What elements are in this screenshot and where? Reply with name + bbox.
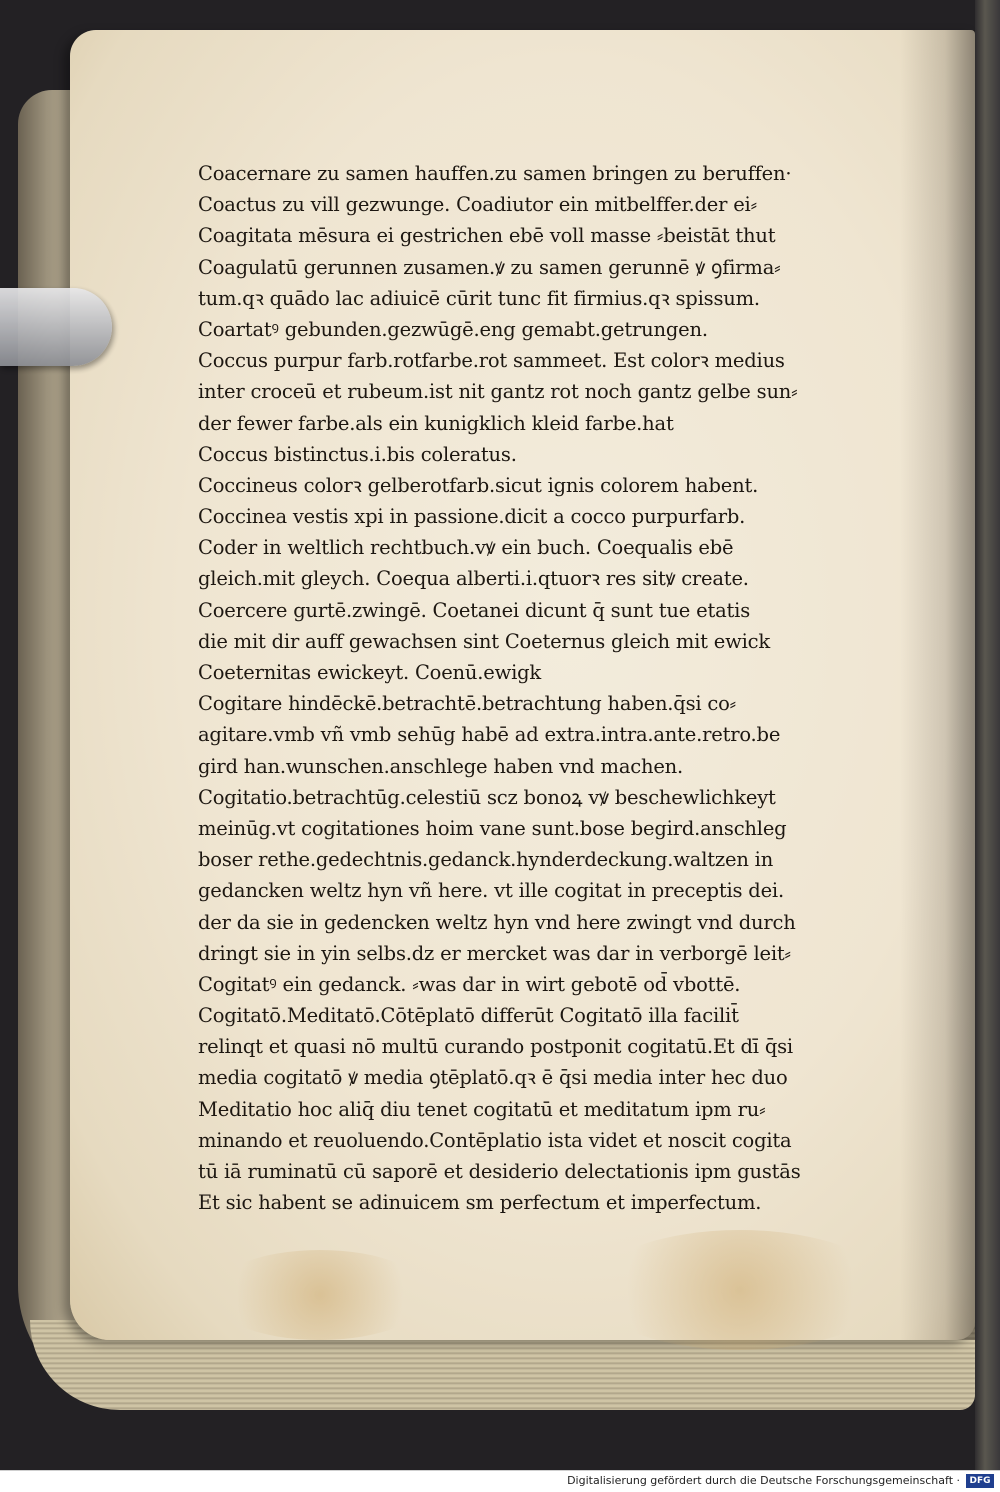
text-line: Et sic habent se adinuicem sm perfectum et imperfectum. bbox=[198, 1191, 762, 1215]
page-stain bbox=[590, 1230, 890, 1350]
text-line: Cogitatio.betrachtūg.celestiū scz bonoꝝ vꝟ beschewlichkeyt bbox=[198, 785, 776, 809]
text-line: Coccineus colorꝛ gelberotfarb.sicut ignis colorem habent. bbox=[198, 473, 759, 497]
text-line: der fewer farbe.als ein kunigklich kleid farbe.hat bbox=[198, 411, 674, 435]
text-line: Coagitata mēsura ei gestrichen ebē voll masse ⸗beistāt thut bbox=[198, 224, 776, 248]
text-line: Coder in weltlich rechtbuch.vꝟ ein buch. Coequalis ebē bbox=[198, 536, 734, 560]
text-line: Coagulatū gerunnen zusamen.ꝟ zu samen gerunnē ꝟ ꝯfirma⸗ bbox=[198, 255, 781, 279]
text-line: tum.qꝛ quādo lac adiuicē cūrit tunc fit firmius.qꝛ spissum. bbox=[198, 286, 760, 310]
funding-credit: Digitalisierung gefördert durch die Deutsche Forschungsgemeinschaft · bbox=[567, 1474, 960, 1487]
text-line: dringt sie in yin selbs.dz er mercket was dar in verborgē leit⸗ bbox=[198, 941, 791, 965]
text-line: minando et reuoluendo.Contēplatio ista videt et noscit cogita bbox=[198, 1128, 792, 1152]
text-line: Coeternitas ewickeyt. Coenū.ewigk bbox=[198, 661, 542, 684]
text-line: boser rethe.gedechtnis.gedanck.hynderdeckung.waltzen in bbox=[198, 848, 774, 872]
text-line: tū iā ruminatū cū saporē et desiderio delectationis ipm gustās bbox=[198, 1160, 801, 1183]
footer-bar bbox=[0, 1470, 1000, 1492]
text-line: die mit dir auff gewachsen sint Coeternus gleich mit ewick bbox=[198, 629, 771, 653]
page-stain bbox=[210, 1250, 430, 1340]
text-line: Cogitatō.Meditatō.Cōtēplatō differūt Cogitatō illa facilit̄ bbox=[198, 1004, 739, 1028]
text-line: gird han.wunschen.anschlege haben vnd machen. bbox=[198, 754, 684, 778]
text-line: Coartatꝰ gebunden.gezwūgē.eng gemabt.getrungen. bbox=[198, 317, 708, 341]
text-line: Coercere gurtē.zwingē. Coetanei dicunt q̄ sunt tue etatis bbox=[198, 598, 751, 622]
text-line: Coacernare zu samen hauffen.zu samen bringen zu beruffen· bbox=[198, 162, 792, 185]
text-line: media cogitatō ꝟ media ꝯtēplatō.qꝛ ē q̄si media inter hec duo bbox=[198, 1066, 788, 1090]
text-column bbox=[198, 158, 913, 1218]
text-line: gedancken weltz hyn vñ here. vt ille cogitat in preceptis dei. bbox=[198, 879, 784, 903]
text-line: Coccus bistinctus.i.bis coleratus. bbox=[198, 442, 517, 466]
page-holder-clip bbox=[0, 288, 112, 366]
dfg-logo: DFG bbox=[966, 1474, 994, 1488]
text-line: meinūg.vt cogitationes hoim vane sunt.bose begird.anschleg bbox=[198, 816, 787, 840]
text-line: Coccinea vestis xpi in passione.dicit a cocco purpurfarb. bbox=[198, 505, 746, 529]
text-line: Cogitare hindēckē.betrachtē.betrachtung haben.q̄si co⸗ bbox=[198, 692, 736, 716]
text-line: agitare.vmb vñ vmb sehūg habē ad extra.intra.ante.retro.be bbox=[198, 723, 781, 747]
text-line: Coactus zu vill gezwunge. Coadiutor ein mitbelffer.der ei⸗ bbox=[198, 193, 757, 217]
text-line: der da sie in gedencken weltz hyn vnd here zwingt vnd durch bbox=[198, 910, 796, 934]
text-line: Meditatio hoc aliq̄ diu tenet cogitatū et meditatum ipm ru⸗ bbox=[198, 1097, 766, 1121]
text-line: Cogitatꝰ ein gedanck. ⸗was dar in wirt gebotē od̄ vbottē. bbox=[198, 972, 741, 996]
text-line: inter croceū et rubeum.ist nit gantz rot noch gantz gelbe sun⸗ bbox=[198, 380, 798, 404]
text-line: relinqt et quasi nō multū curando postponit cogitatū.Et dī q̄si bbox=[198, 1035, 793, 1059]
text-line: Coccus purpur farb.rotfarbe.rot sammeet. Est colorꝛ medius bbox=[198, 349, 785, 373]
facing-page-edge bbox=[975, 0, 1000, 1470]
text-line: gleich.mit gleych. Coequa alberti.i.qtuorꝛ res sitꝟ create. bbox=[198, 567, 749, 591]
